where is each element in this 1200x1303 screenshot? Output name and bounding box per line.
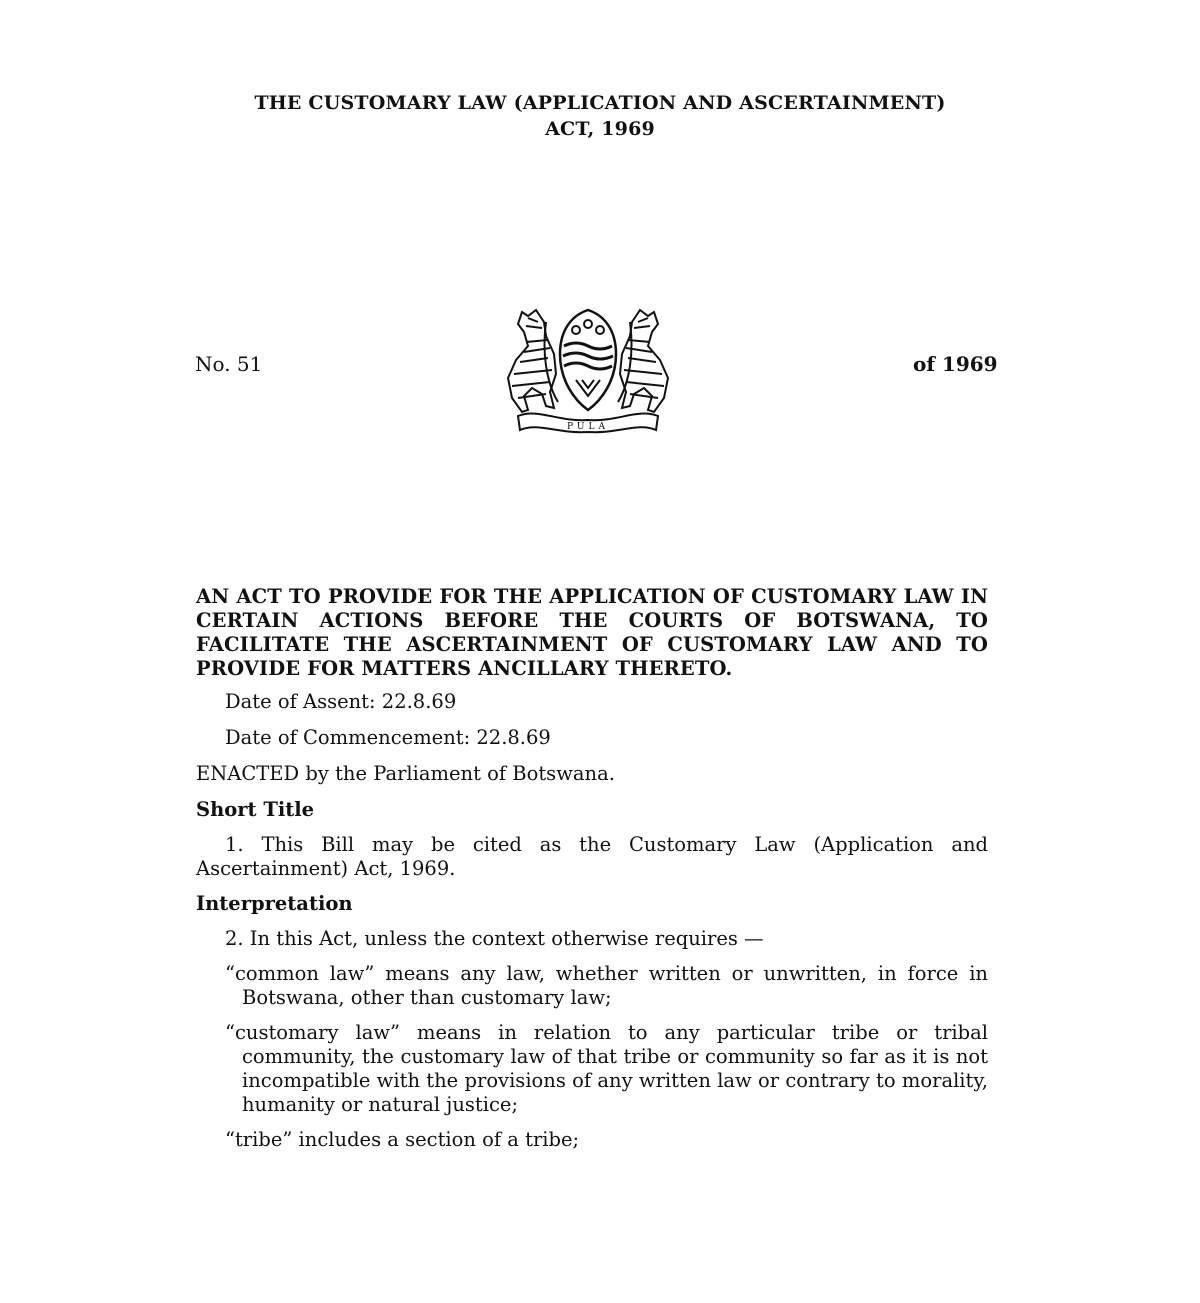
section-2-intro: 2. In this Act, unless the context otherwise requires — [225,927,764,950]
motto-scroll [518,414,658,433]
section-1-text: 1. This Bill may be cited as the Customary Law (Application and Ascertainment) Act, 1969. [196,833,988,880]
act-title [0,90,1200,142]
motto-text: PULA [567,422,609,432]
enacting-clause: ENACTED by the Parliament of Botswana. [196,762,615,785]
date-of-assent: Date of Assent: 22.8.69 [225,690,457,713]
left-zebra-icon [508,310,556,412]
act-title-line-2: ACT, 1969 [545,118,655,140]
long-title: AN ACT TO PROVIDE FOR THE APPLICATION OF CUSTOMARY LAW IN CERTAIN ACTIONS BEFORE THE COURTS OF BOTSWANA, TO FACILITATE THE ASCERTAINMENT OF CUSTOMARY LAW AND TO PROVIDE FOR MATTERS ANCILLARY THERETO. [196,585,988,680]
definition-tribe: “tribe” includes a section of a tribe; [225,1128,580,1151]
shield-icon [560,310,616,410]
act-number: No. 51 [195,352,263,376]
definition-customary-law: “customary law” means in relation to any particular tribe or tribal community, the customary law of that tribe or community so far as it is not incompatible with the provisions of any written law or contrary to morality, humanity or natural justice; [225,1021,988,1116]
act-title-line-1: THE CUSTOMARY LAW (APPLICATION AND ASCERTAINMENT) [254,92,946,114]
definition-common-law: “common law” means any law, whether written or unwritten, in force in Botswana, other than customary law; [225,962,988,1009]
date-of-commencement: Date of Commencement: 22.8.69 [225,726,551,749]
section-heading-short-title: Short Title [196,798,315,821]
coat-of-arms-icon [498,302,678,438]
right-zebra-icon [620,310,668,412]
act-body [196,585,988,1163]
section-heading-interpretation: Interpretation [196,892,353,915]
act-year: of 1969 [913,352,998,376]
